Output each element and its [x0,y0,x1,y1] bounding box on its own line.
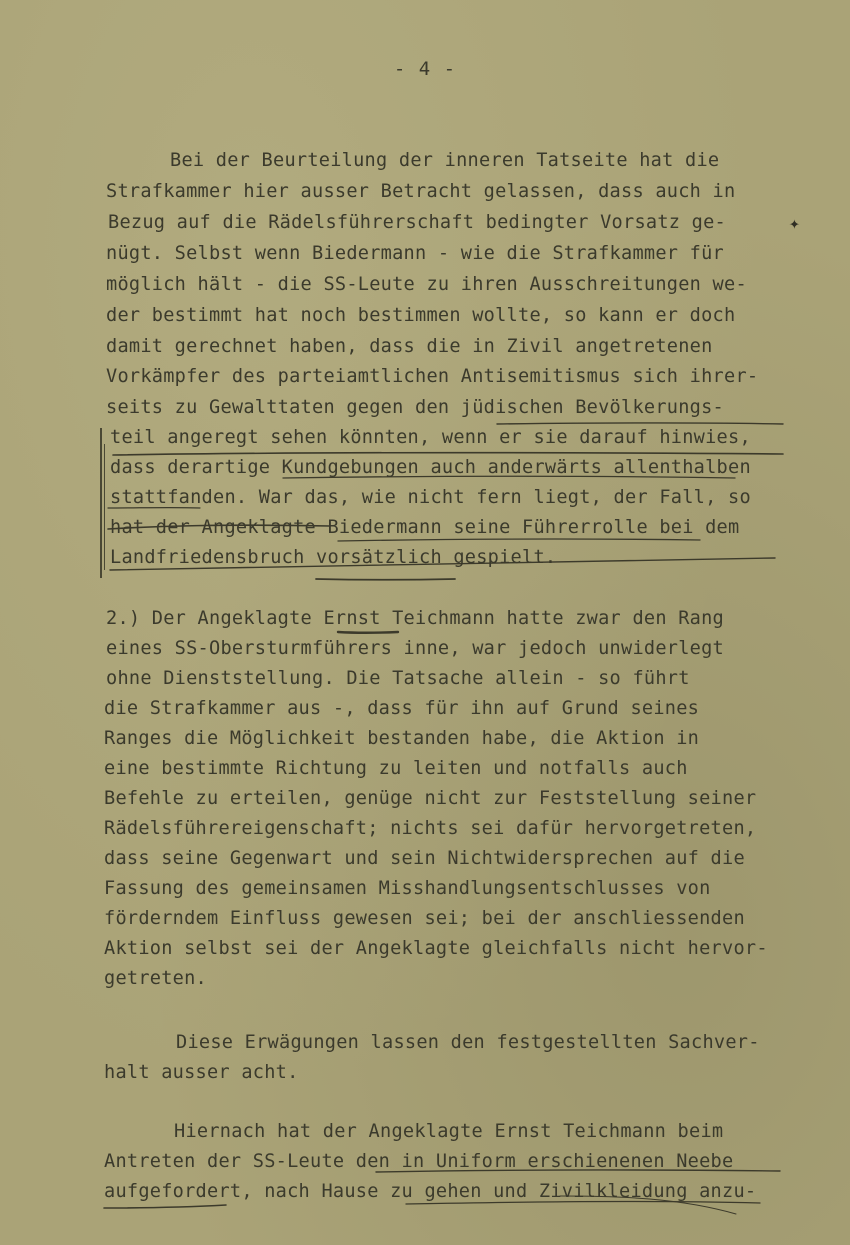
text-line: 2.) Der Angeklagte Ernst Teichmann hatte zwar den Rang [106,608,724,629]
text-line: stattfanden. War das, wie nicht fern liegt, der Fall, so [110,487,751,508]
text-line: Strafkammer hier ausser Betracht gelassen, dass auch in [106,181,736,202]
text-line: seits zu Gewalttaten gegen den jüdischen Bevölkerungs- [106,397,724,418]
strike-mark [108,525,330,529]
text-line: Antreten der SS-Leute den in Uniform erschienenen Neebe [104,1151,734,1172]
underline-mark [406,1201,760,1204]
text-line: teil angeregt sehen könnten, wenn er sie darauf hinwies, [110,427,751,448]
text-line: eines SS-Obersturmführers inne, war jedoch unwiderlegt [106,638,724,659]
underline-mark [283,476,735,478]
text-line: eine bestimmte Richtung zu leiten und notfalls auch [104,758,688,779]
margin-star-mark: ✦ [789,213,800,234]
text-line: hat der Angeklagte Biedermann seine Führerrolle bei dem [110,517,740,538]
text-line: Bei der Beurteilung der inneren Tatseite hat die [170,150,720,171]
underline-mark [338,632,398,633]
underline-mark [338,539,700,541]
underline-mark [110,558,775,570]
underline-mark [113,453,783,455]
text-line: der bestimmt hat noch bestimmen wollte, so kann er doch [106,305,736,326]
text-line: ohne Dienststellung. Die Tatsache allein - so führt [106,668,690,689]
text-line: Ranges die Möglichkeit bestanden habe, die Aktion in [104,728,700,749]
text-line: halt ausser acht. [104,1062,299,1083]
underline-mark [316,579,455,580]
text-line: getreten. [104,968,207,989]
text-line: Befehle zu erteilen, genüge nicht zur Feststellung seiner [104,788,757,809]
text-line: Rädelsführereigenschaft; nichts sei dafür hervorgetreten, [104,818,757,839]
text-line: damit gerechnet haben, dass die in Zivil angetretenen [106,336,713,357]
underline-mark [104,1205,226,1208]
text-line: dass seine Gegenwart und sein Nichtwidersprechen auf die [104,848,745,869]
underline-mark [376,1170,780,1172]
text-line: dass derartige Kundgebungen auch anderwärts allenthalben [110,457,751,478]
page-number: - 4 - [393,58,457,80]
text-line: Landfriedensbruch vorsätzlich gespielt. [110,547,557,568]
text-line: Bezug auf die Rädelsführerschaft bedingter Vorsatz ge- [108,212,726,233]
text-line: nügt. Selbst wenn Biedermann - wie die Strafkammer für [106,243,724,264]
text-line: förderndem Einfluss gewesen sei; bei der anschliessenden [104,908,745,929]
underline-mark [497,423,783,424]
text-line: Vorkämpfer des parteiamtlichen Antisemitismus sich ihrer- [106,366,759,387]
text-line: die Strafkammer aus -, dass für ihn auf Grund seines [104,698,700,719]
text-line: möglich hält - die SS-Leute zu ihren Ausschreitungen we- [106,274,747,295]
text-line: Hiernach hat der Angeklagte Ernst Teichmann beim [174,1121,724,1142]
underline-mark [560,1196,736,1214]
text-line: Aktion selbst sei der Angeklagte gleichfalls nicht hervor- [104,938,768,959]
text-line: Fassung des gemeinsamen Misshandlungsentschlusses von [104,878,711,899]
text-line: Diese Erwägungen lassen den festgestellten Sachver- [176,1032,760,1053]
text-line: aufgefordert, nach Hause zu gehen und Zivilkleidung anzu- [104,1181,757,1202]
